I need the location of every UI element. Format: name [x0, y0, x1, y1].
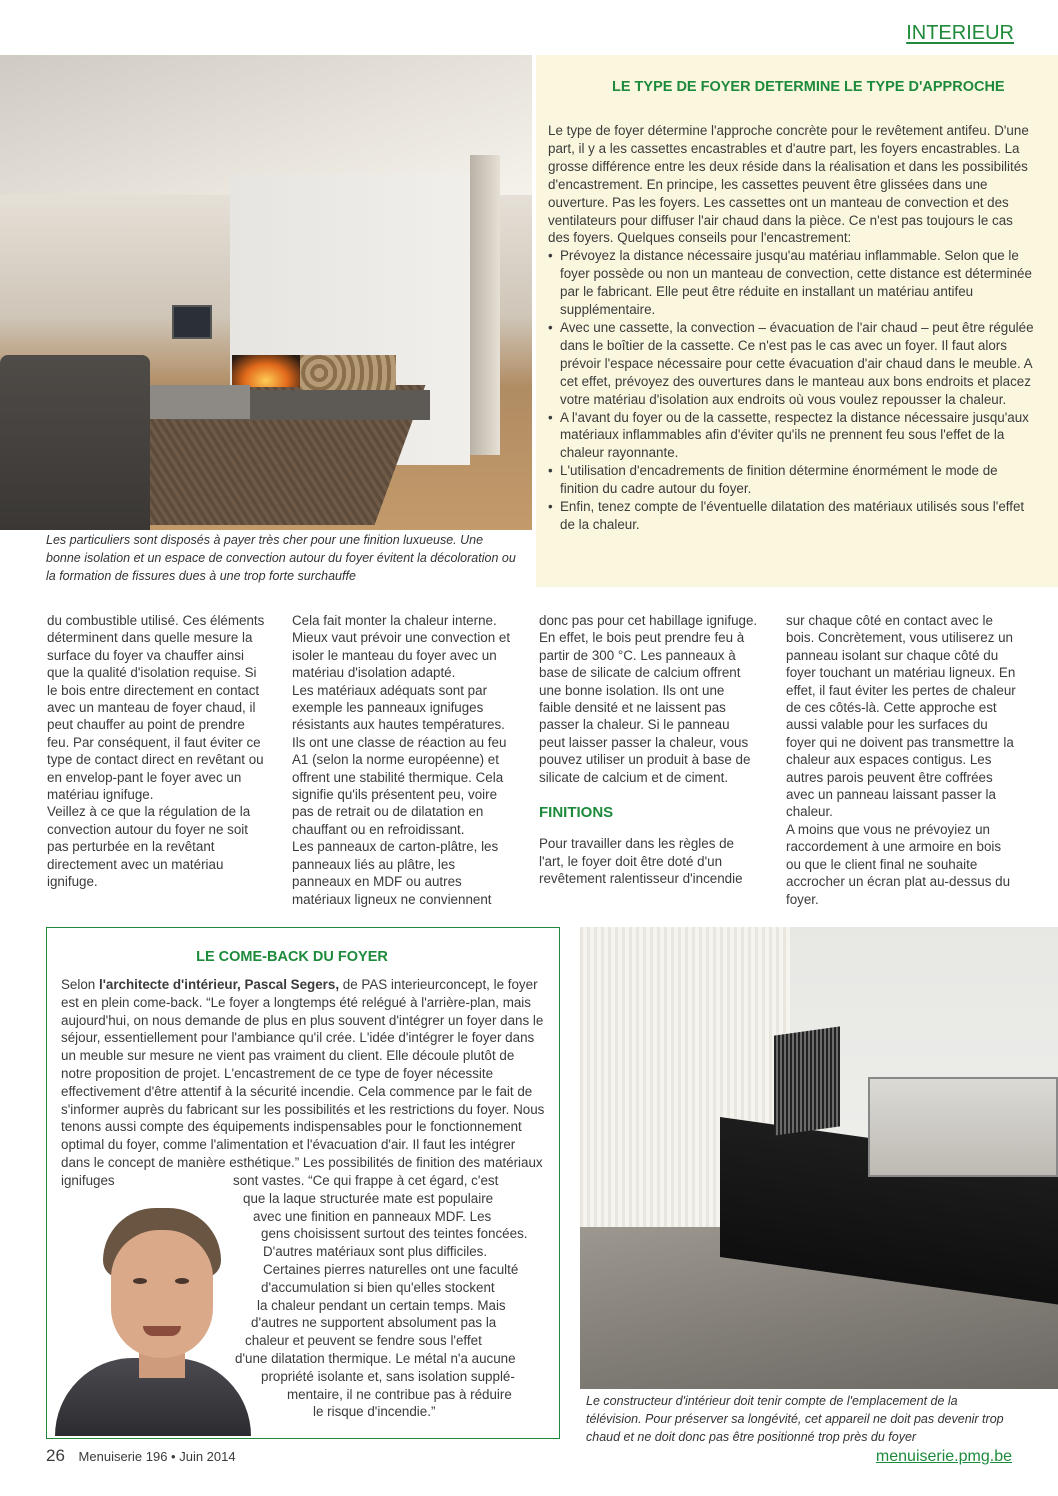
- architect-name: l'architecte d'intérieur, Pascal Segers,: [98, 977, 340, 992]
- photo-logs: [300, 355, 396, 391]
- approach-sidebar: [536, 55, 1058, 587]
- wrap-line: la chaleur pendant un certain temps. Mais: [257, 1297, 506, 1313]
- living-room-photo: [0, 55, 532, 530]
- photo-glass-fireplace: [868, 1077, 1058, 1177]
- lead-text: de PAS interieurconcept, le foyer est en plein come-back. “Le foyer a longtemps été relégué à l'arrière-plan, mais aujourd'hui, on nous demande de plus en plus souvent d'intégrer un foyer dans le séjour, essentiellement pour l'ambiance qu'il crée. L'idée d'intégrer le foyer dans un meuble sur mesure ne vient pas vraiment du client. Elle découle plutôt de notre proposition de projet. L'encastrement de ce type de foyer nécessite effectivement d'être attentif à la sécurité incendie. Cela commence par le fait de s'informer auprès du fabricant sur les possibilités et les restrictions du foyer. Nous tenons aussi compte des équipements indispensables pour le fonctionnement optimal du foyer, comme l'alimentation et l'évacuation d'air. Il faut les intégrer dans le concept de manière esthétique.” Les possibilités de finition des matériaux ignifuges: [61, 977, 545, 1188]
- lead-text: Selon: [61, 977, 99, 992]
- issue-label: Menuiserie 196 • Juin 2014: [78, 1449, 236, 1464]
- portrait-face: [111, 1230, 213, 1358]
- paragraph: En effet, le bois peut prendre feu à partir de 300 °C. Les panneaux à base de silicate de calcium offrent une bonne isolation. Ils ont une faible densité et ne laissent pas passer la chaleur. Si le panneau peut laisser passer la chaleur, vous pouvez utiliser un produit à base de silicate de calcium et de ciment.: [539, 630, 751, 785]
- wrap-line: Certaines pierres naturelles ont une faculté: [263, 1261, 519, 1277]
- article-column-3: [539, 612, 759, 888]
- wrap-line: que la laque structurée mate est populaire: [243, 1190, 494, 1206]
- wrap-line: gens choisissent surtout des teintes foncées.: [261, 1226, 528, 1242]
- photo-table: [140, 385, 250, 419]
- bottom-photo-caption: Le constructeur d'intérieur doit tenir compte de l'emplacement de la télévision. Pour préserver sa longévité, cet appareil ne doit pas devenir trop chaud et ne doit donc pas être positionné trop près du foyer: [586, 1394, 1004, 1444]
- paragraph: Pour travailler dans les règles de l'art, le foyer doit être doté d'un revêtement ralentisseur d'incendie: [539, 836, 743, 887]
- wrap-line: d'une dilatation thermique. Le métal n'a aucune: [235, 1350, 516, 1366]
- page-number: 26: [46, 1446, 65, 1465]
- photo-sofa: [0, 355, 150, 530]
- approach-bullet: • Enfin, tenez compte de l'éventuelle dilatation des matériaux utilisés sous l'effet de la chaleur.: [548, 498, 1034, 534]
- wrap-line: propriété isolante et, sans isolation supplé-: [261, 1368, 515, 1384]
- paragraph: A moins que vous ne prévoyiez un raccordement à une armoire en bois ou que le client final ne souhaite accrocher un écran plat au-dessus du foyer.: [786, 821, 1011, 907]
- photo-shelf: [470, 155, 500, 455]
- wrap-line: le risque d'incendie.”: [313, 1404, 436, 1420]
- approach-bullet: • A l'avant du foyer ou de la cassette, respectez la distance nécessaire jusqu'aux matériaux inflammables afin d'éviter qu'ils ne prennent feu sous l'effet de la chaleur rayonnante.: [548, 409, 1034, 463]
- approach-title: LE TYPE DE FOYER DETERMINE LE TYPE D'APPROCHE: [612, 79, 1005, 95]
- finitions-heading: FINITIONS: [539, 804, 614, 822]
- comeback-lead: [61, 976, 547, 1190]
- portrait-eye: [133, 1278, 147, 1284]
- article-column-1: [47, 612, 267, 891]
- paragraph: donc pas pour cet habillage ignifuge.: [539, 613, 758, 628]
- comeback-box: [46, 927, 560, 1439]
- top-photo-caption: Les particuliers sont disposés à payer très cher pour une finition luxueuse. Une bonne isolation et un espace de convection autour du foyer évitent la décoloration ou la formation de fissures dues à une trop forte surchauffe: [46, 533, 516, 583]
- paragraph: Cela fait monter la chaleur interne. Mieux vaut prévoir une convection et isoler le manteau du foyer avec un matériau d'isolation adapté.: [292, 613, 511, 681]
- photo-tv: [774, 1026, 840, 1135]
- wrap-line: d'accumulation si bien qu'elles stockent: [261, 1279, 495, 1295]
- approach-list: [548, 247, 1034, 534]
- approach-intro: Le type de foyer détermine l'approche concrète pour le revêtement antifeu. D'une part, il y a les cassettes encastrables et d'autre part, les foyers encastrables. La grosse différence entre les deux réside dans la réalisation et dans les possibilités d'encastrement. En principe, les cassettes peuvent être glissées dans une ouverture. Pas les foyers. Les cassettes ont un manteau de convection et des ventilateurs pour diffuser l'air chaud dans la pièce. Ce n'est pas toujours le cas des foyers. Quelques conseils pour l'encastrement:: [548, 123, 1029, 246]
- photo-fireplace: [232, 355, 300, 387]
- wrap-line: sont vastes. “Ce qui frappe à cet égard, c'est: [233, 1173, 499, 1188]
- portrait-eye: [175, 1278, 189, 1284]
- wrap-line: chaleur et peuvent se fendre sous l'effet: [245, 1333, 482, 1349]
- footer-issue: [46, 1446, 236, 1466]
- architect-portrait: [55, 1208, 251, 1436]
- paragraph: Veillez à ce que la régulation de la convection autour du foyer ne soit pas perturbée en la revêtant directement avec un matériau ignifuge.: [47, 804, 251, 890]
- approach-bullet: • Prévoyez la distance nécessaire jusqu'au matériau inflammable. Selon que le foyer possède ou non un manteau de convection, cette distance est déterminée par le fabricant. Elle peut être réduite en installant un matériau antifeu supplémentaire.: [548, 247, 1034, 319]
- website-link[interactable]: menuiserie.pmg.be: [875, 1448, 1012, 1465]
- approach-bullet: • L'utilisation d'encadrements de finition détermine énormément le mode de finition du cadre autour du foyer.: [548, 462, 1034, 498]
- article-column-4: [786, 612, 1016, 908]
- approach-bullet: • Avec une cassette, la convection – évacuation de l'air chaud – peut être régulée dans le boîtier de la cassette. Ce n'est pas le cas avec un foyer. Il faut alors prévoir l'espace nécessaire pour cette évacuation d'air chaud dans le meuble. A cet effet, prévoyez des ouvertures dans le manteau aux bons endroits et placez votre matériau d'isolation aux endroits où vous voulez repousser la chaleur.: [548, 319, 1034, 409]
- wrap-line: D'autres matériaux sont plus difficiles.: [263, 1244, 488, 1260]
- wrap-line: d'autres ne supportent absolument pas la: [251, 1315, 497, 1331]
- paragraph: sur chaque côté en contact avec le bois. Concrètement, vous utiliserez un panneau isolant sur chaque côté du foyer touchant un matériau ligneux. En effet, il faut éviter les pertes de chaleur de ces côtés-là. Cette approche est aussi valable pour les surfaces du foyer qui ne doivent pas transmettre la chaleur aux espaces contigus. Les autres parois peuvent être coffrées avec un panneau laissant passer la chaleur.: [786, 613, 1016, 820]
- photo-tv: [172, 305, 212, 339]
- portrait-mouth: [143, 1326, 181, 1336]
- wrap-line: mentaire, il ne contribue pas à réduire: [287, 1386, 512, 1402]
- comeback-title: LE COME-BACK DU FOYER: [196, 949, 388, 965]
- tv-cabinet-photo: [580, 927, 1058, 1389]
- wrap-line: avec une finition en panneaux MDF. Les: [253, 1208, 492, 1224]
- paragraph: Les panneaux de carton-plâtre, les panneaux liés au plâtre, les panneaux en MDF ou autres matériaux ligneux ne conviennent: [292, 839, 499, 907]
- photo-ceiling: [0, 55, 532, 195]
- section-tag: INTERIEUR: [906, 22, 1014, 44]
- article-column-2: [292, 612, 512, 908]
- paragraph: Les matériaux adéquats sont par exemple les panneaux ignifuges résistants aux hautes températures. Ils ont une classe de réaction au feu A1 (selon la norme européenne) et offrent une stabilité thermique. Cela signifie qu'ils présentent peu, voire pas de retrait ou de dilatation en chauffant ou en refroidissant.: [292, 682, 507, 837]
- paragraph: du combustible utilisé. Ces éléments déterminent dans quelle mesure la surface du foyer va chauffer ainsi que la qualité d'isolation requise. Si le bois entre directement en contact avec un manteau de foyer chaud, il peut chauffer au point de prendre feu. Par conséquent, il faut éviter ce type de contact direct en revêtant ou en envelop-pant le foyer avec un matériau ignifuge.: [47, 613, 265, 803]
